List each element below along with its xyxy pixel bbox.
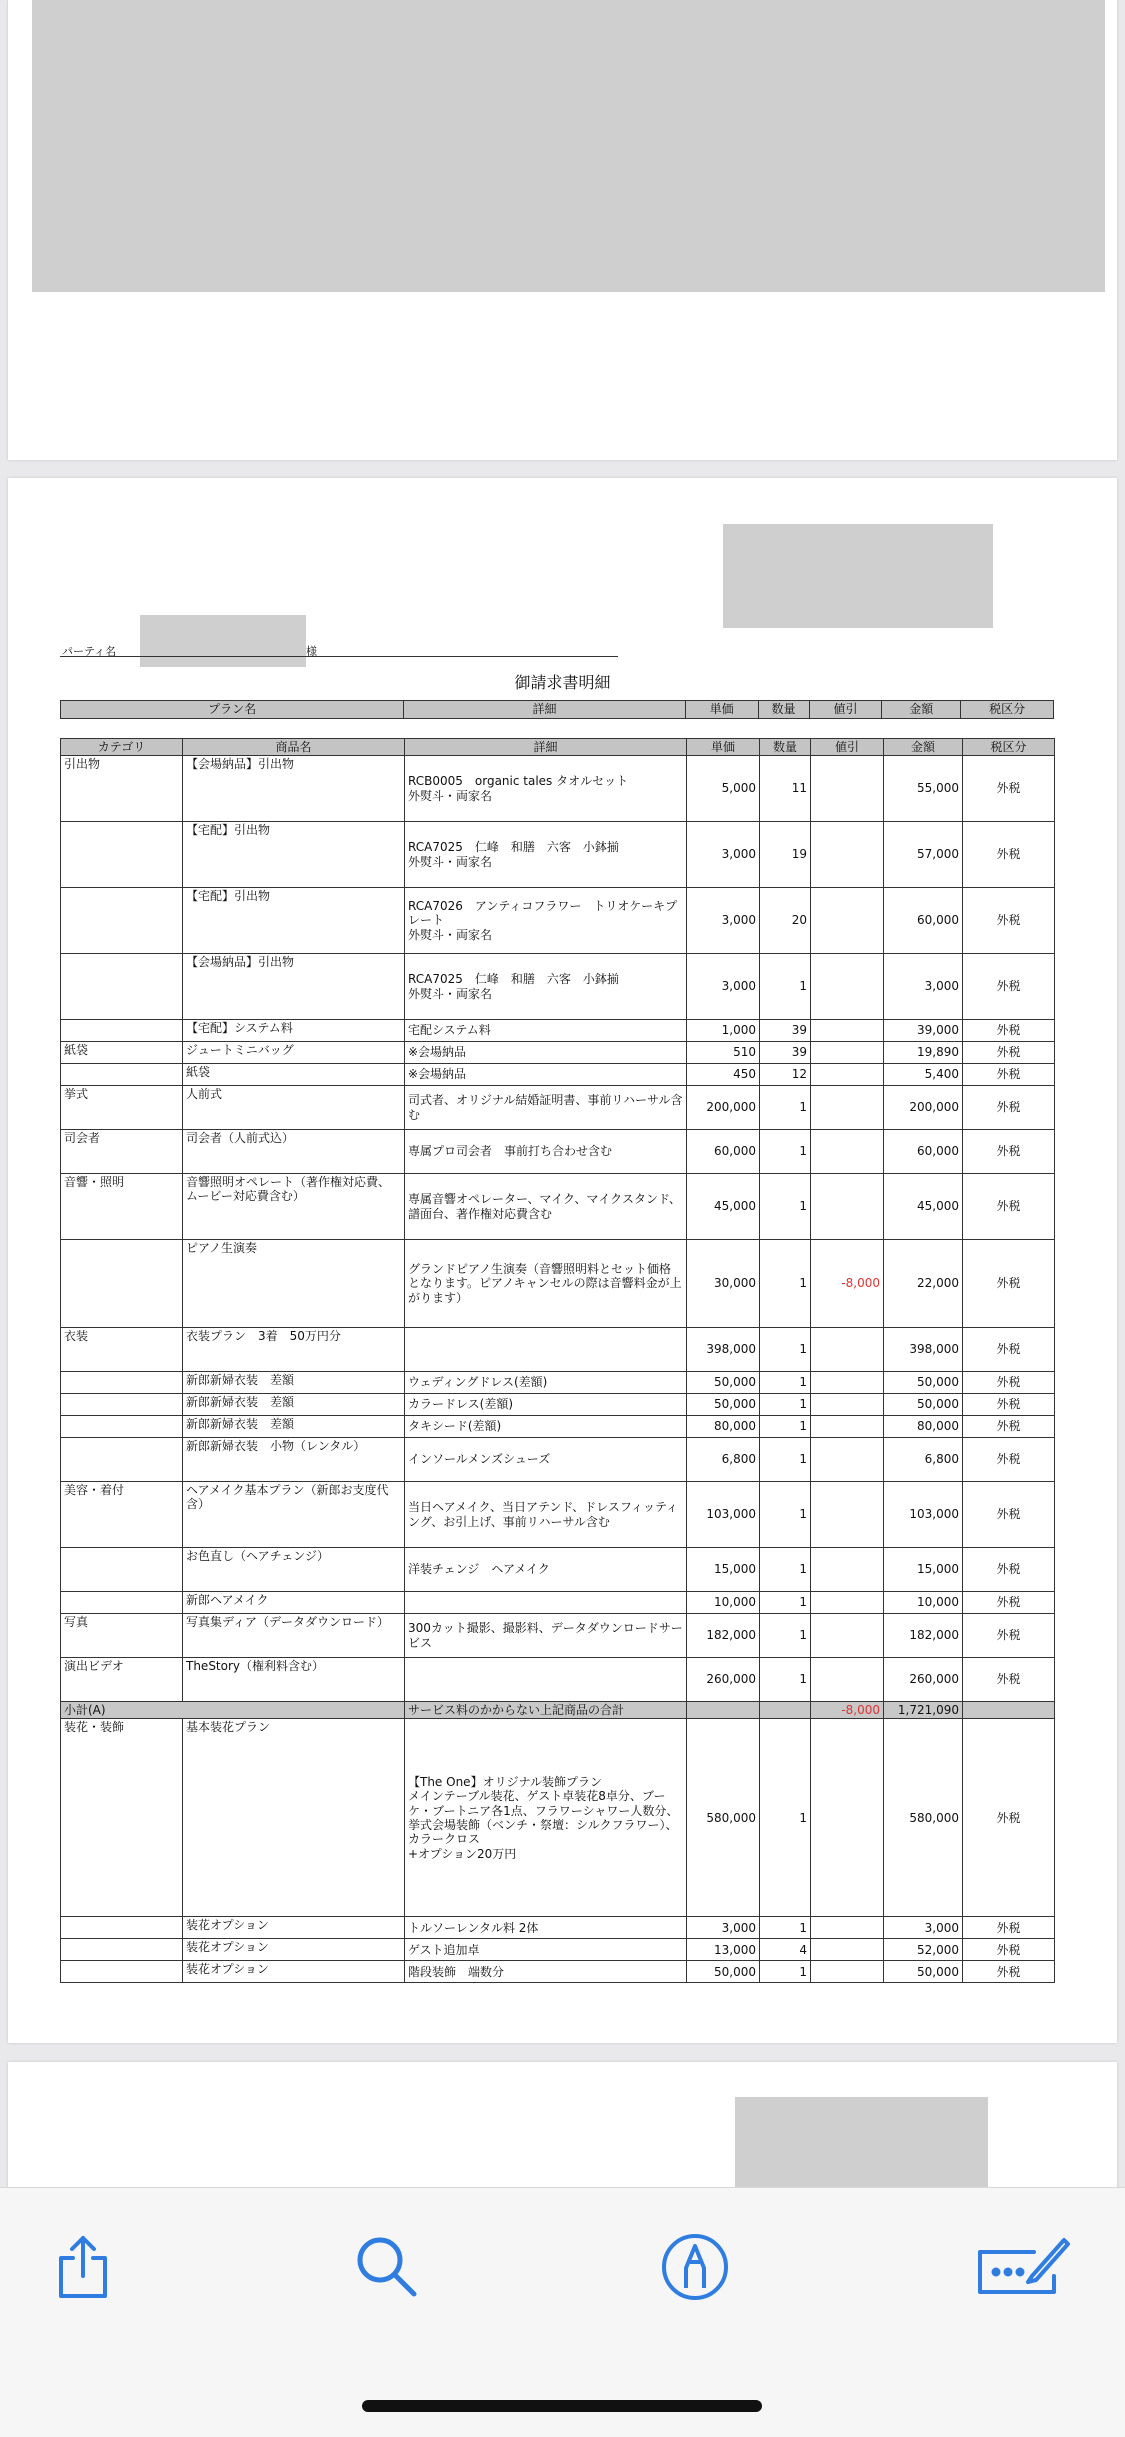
header-discount: 値引 [810,701,883,718]
item-cell: 人前式 [183,1086,405,1130]
category-cell [61,1961,183,1983]
detail-cell [405,1658,687,1702]
category-cell [61,1548,183,1592]
unit-price-cell: 50,000 [687,1372,760,1394]
tax-cell: 外税 [963,1961,1055,1983]
unit-price-cell: 450 [687,1064,760,1086]
subtotal-label: 小計(A) [61,1702,405,1719]
summary-header-row [60,700,1054,719]
category-cell [61,822,183,888]
unit-price-cell: 103,000 [687,1482,760,1548]
qty-cell: 1 [760,1917,811,1939]
amount-cell: 580,000 [884,1719,963,1917]
category-cell [61,1394,183,1416]
amount-cell: 60,000 [884,1130,963,1174]
col-amount: 金額 [884,739,963,756]
unit-price-cell: 398,000 [687,1328,760,1372]
table-row [61,1917,1055,1939]
qty-cell: 1 [760,1961,811,1983]
detail-cell: 専属音響オペレーター、マイク、マイクスタンド、譜面台、著作権対応費含む [405,1174,687,1240]
item-cell: 装花オプション [183,1961,405,1983]
qty-cell: 1 [760,1658,811,1702]
amount-cell: 200,000 [884,1086,963,1130]
tax-cell: 外税 [963,1917,1055,1939]
item-cell: 新郎新婦衣装 差額 [183,1416,405,1438]
unit-price-cell: 260,000 [687,1658,760,1702]
amount-cell: 39,000 [884,1020,963,1042]
table-row [61,1658,1055,1702]
amount-cell: 19,890 [884,1042,963,1064]
tax-cell: 外税 [963,822,1055,888]
table-row [61,1042,1055,1064]
category-cell [61,1416,183,1438]
category-cell: 紙袋 [61,1042,183,1064]
table-row [61,1328,1055,1372]
unit-price-cell: 15,000 [687,1548,760,1592]
amount-cell: 50,000 [884,1372,963,1394]
subtotal-discount: -8,000 [811,1702,884,1719]
item-cell: 新郎ヘアメイク [183,1592,405,1614]
amount-cell: 50,000 [884,1961,963,1983]
table-row [61,1416,1055,1438]
tax-cell: 外税 [963,1719,1055,1917]
header-plan: プラン名 [61,701,404,718]
header-tax: 税区分 [989,702,1026,716]
redacted-block-top [32,0,1105,292]
detail-cell: 洋装チェンジ ヘアメイク [405,1548,687,1592]
amount-cell: 50,000 [884,1394,963,1416]
item-cell: 装花オプション [183,1939,405,1961]
detail-cell: トルソーレンタル料 2体 [405,1917,687,1939]
search-icon [352,2232,422,2302]
share-button[interactable] [48,2232,118,2302]
share-icon [51,2232,115,2302]
item-cell: 【宅配】引出物 [183,888,405,954]
tax-cell: 外税 [963,954,1055,1020]
qty-cell: 19 [760,822,811,888]
item-cell: ジュートミニバッグ [183,1042,405,1064]
table-row [61,1394,1055,1416]
item-cell: 衣装プラン 3着 50万円分 [183,1328,405,1372]
category-cell: 挙式 [61,1086,183,1130]
category-cell: 写真 [61,1614,183,1658]
item-cell: ピアノ生演奏 [183,1240,405,1328]
tax-cell: 外税 [963,1939,1055,1961]
qty-cell: 11 [760,756,811,822]
discount-cell [811,1719,884,1917]
detail-cell: 300カット撮影、撮影料、データダウンロードサービス [405,1614,687,1658]
amount-cell: 52,000 [884,1939,963,1961]
item-cell: 司会者（人前式込） [183,1130,405,1174]
detail-cell [405,1328,687,1372]
subtotal-detail: サービス料のかからない上記商品の合計 [405,1702,687,1719]
col-detail: 詳細 [405,739,687,756]
detail-cell [405,1592,687,1614]
detail-cell: RCB0005 organic tales タオルセット 外熨斗・両家名 [405,756,687,822]
subtotal-unit-price [687,1702,760,1719]
party-name-suffix: 様 [306,645,317,658]
tax-cell: 外税 [963,1130,1055,1174]
col-item: 商品名 [183,739,405,756]
table-row [61,1939,1055,1961]
table-row [61,1548,1055,1592]
discount-cell [811,756,884,822]
qty-cell: 1 [760,1240,811,1328]
invoice-detail-table [60,738,1055,1983]
column-header-row [61,739,1055,756]
item-cell: 写真集ディア（データダウンロード） [183,1614,405,1658]
tax-cell: 外税 [963,1042,1055,1064]
tax-cell: 外税 [963,1592,1055,1614]
detail-cell: カラードレス(差額) [405,1394,687,1416]
detail-cell: ウェディングドレス(差額) [405,1372,687,1394]
qty-cell: 1 [760,1174,811,1240]
unit-price-cell: 10,000 [687,1592,760,1614]
amount-cell: 260,000 [884,1658,963,1702]
discount-cell [811,1614,884,1658]
tax-cell: 外税 [963,1482,1055,1548]
tax-cell: 外税 [963,756,1055,822]
discount-cell [811,1086,884,1130]
qty-cell: 1 [760,1719,811,1917]
tax-cell: 外税 [963,1416,1055,1438]
discount-cell [811,1438,884,1482]
amount-cell: 80,000 [884,1416,963,1438]
discount-cell [811,1042,884,1064]
table-row [61,1592,1055,1614]
qty-cell: 1 [760,1394,811,1416]
qty-cell: 1 [760,1438,811,1482]
discount-cell [811,1917,884,1939]
redacted-block-stamp [723,524,993,628]
unit-price-cell: 200,000 [687,1086,760,1130]
item-cell: ヘアメイク基本プラン（新郎お支度代含） [183,1482,405,1548]
qty-cell: 1 [760,1372,811,1394]
detail-cell: タキシード(差額) [405,1416,687,1438]
header-detail: 詳細 [404,701,685,718]
discount-cell [811,1482,884,1548]
item-cell: TheStory（権利料含む） [183,1658,405,1702]
tax-cell: 外税 [963,1614,1055,1658]
tax-cell: 外税 [963,1658,1055,1702]
item-cell: お色直し（ヘアチェンジ） [183,1548,405,1592]
table-row [61,1086,1055,1130]
unit-price-cell: 80,000 [687,1416,760,1438]
qty-cell: 20 [760,888,811,954]
category-cell [61,1917,183,1939]
item-cell: 新郎新婦衣装 小物（レンタル） [183,1438,405,1482]
qty-cell: 1 [760,1416,811,1438]
category-cell [61,888,183,954]
unit-price-cell: 580,000 [687,1719,760,1917]
party-name-label: パーティ名 [62,645,117,658]
subtotal-amount: 1,721,090 [884,1702,963,1719]
unit-price-cell: 3,000 [687,954,760,1020]
tax-cell: 外税 [963,1240,1055,1328]
table-row [61,1240,1055,1328]
unit-price-cell: 6,800 [687,1438,760,1482]
table-row [61,954,1055,1020]
qty-cell: 1 [760,1130,811,1174]
tax-cell: 外税 [963,1174,1055,1240]
discount-cell [811,1130,884,1174]
party-name-underline [60,656,618,657]
table-row [61,1614,1055,1658]
detail-cell: ※会場納品 [405,1064,687,1086]
amount-cell: 15,000 [884,1548,963,1592]
item-cell: 紙袋 [183,1064,405,1086]
item-cell: 新郎新婦衣装 差額 [183,1394,405,1416]
col-category: カテゴリ [61,739,183,756]
discount-cell [811,1592,884,1614]
item-cell: 【宅配】引出物 [183,822,405,888]
detail-cell: ※会場納品 [405,1042,687,1064]
detail-cell: RCA7026 アンティコフラワー トリオケーキプレート 外熨斗・両家名 [405,888,687,954]
discount-cell [811,1372,884,1394]
unit-price-cell: 1,000 [687,1020,760,1042]
category-cell [61,1020,183,1042]
discount-cell: -8,000 [811,1240,884,1328]
category-cell [61,1438,183,1482]
item-cell: 【会場納品】引出物 [183,756,405,822]
discount-cell [811,1939,884,1961]
discount-cell [811,1174,884,1240]
category-cell [61,1939,183,1961]
category-cell: 衣装 [61,1328,183,1372]
tax-cell: 外税 [963,1438,1055,1482]
subtotal-row [61,1702,1055,1719]
detail-cell: RCA7025 仁峰 和膳 六客 小鉢揃 外熨斗・両家名 [405,822,687,888]
unit-price-cell: 3,000 [687,888,760,954]
header-amount: 金額 [882,701,961,718]
markup-icon [660,2232,730,2302]
detail-cell: RCA7025 仁峰 和膳 六客 小鉢揃 外熨斗・両家名 [405,954,687,1020]
amount-cell: 182,000 [884,1614,963,1658]
category-cell [61,1064,183,1086]
amount-cell: 22,000 [884,1240,963,1328]
item-cell: 【会場納品】引出物 [183,954,405,1020]
qty-cell: 39 [760,1020,811,1042]
item-cell: 音響照明オペレート（著作権対応費、ムービー対応費含む） [183,1174,405,1240]
col-discount: 値引 [811,739,884,756]
search-button[interactable] [352,2232,422,2302]
detail-cell: インソールメンズシューズ [405,1438,687,1482]
keyboard-pen-icon [972,2232,1072,2302]
amount-cell: 55,000 [884,756,963,822]
amount-cell: 57,000 [884,822,963,888]
detail-cell: 【The One】オリジナル装飾プラン メインテーブル装花、ゲスト卓装花8卓分、ブーケ・ブートニア各1点、フラワーシャワー人数分、挙式会場装飾（ベンチ・祭壇：シルクフラワー）、カラークロス +オプション20万円 [405,1719,687,1917]
markup-button[interactable] [660,2232,730,2302]
item-cell: 基本装花プラン [183,1719,405,1917]
detail-cell: 当日ヘアメイク、当日アテンド、ドレスフィッティング、お引上げ、事前リハーサル含む [405,1482,687,1548]
qty-cell: 12 [760,1064,811,1086]
qty-cell: 1 [760,1592,811,1614]
tax-cell: 外税 [963,888,1055,954]
item-cell: 新郎新婦衣装 差額 [183,1372,405,1394]
table-row [61,1064,1055,1086]
qty-cell: 1 [760,1086,811,1130]
col-tax: 税区分 [963,739,1055,756]
category-cell: 演出ビデオ [61,1658,183,1702]
item-cell: 装花オプション [183,1917,405,1939]
unit-price-cell: 3,000 [687,1917,760,1939]
category-cell [61,1592,183,1614]
table-row [61,1174,1055,1240]
category-cell [61,954,183,1020]
edit-button[interactable] [972,2232,1072,2302]
table-row [61,1438,1055,1482]
discount-cell [811,954,884,1020]
amount-cell: 10,000 [884,1592,963,1614]
unit-price-cell: 5,000 [687,756,760,822]
table-row [61,1961,1055,1983]
amount-cell: 398,000 [884,1328,963,1372]
qty-cell: 4 [760,1939,811,1961]
header-qty: 数量 [759,701,810,718]
amount-cell: 3,000 [884,1917,963,1939]
qty-cell: 1 [760,1328,811,1372]
col-unit-price: 単価 [687,739,760,756]
tax-cell: 外税 [963,1394,1055,1416]
amount-cell: 60,000 [884,888,963,954]
discount-cell [811,1416,884,1438]
table-row [61,1719,1055,1917]
detail-cell: 専属プロ司会者 事前打ち合わせ含む [405,1130,687,1174]
home-indicator [362,2400,762,2412]
unit-price-cell: 182,000 [687,1614,760,1658]
detail-cell: グランドピアノ生演奏（音響照明料とセット価格となります。ピアノキャンセルの際は音響料金が上がります） [405,1240,687,1328]
tax-cell: 外税 [963,1548,1055,1592]
discount-cell [811,1064,884,1086]
table-row [61,1020,1055,1042]
unit-price-cell: 60,000 [687,1130,760,1174]
category-cell: 音響・照明 [61,1174,183,1240]
unit-price-cell: 13,000 [687,1939,760,1961]
category-cell: 装花・装飾 [61,1719,183,1917]
redacted-party-name [140,615,306,667]
amount-cell: 103,000 [884,1482,963,1548]
table-row [61,1130,1055,1174]
category-cell [61,1372,183,1394]
col-qty: 数量 [760,739,811,756]
tax-cell: 外税 [963,1372,1055,1394]
discount-cell [811,1548,884,1592]
category-cell [61,1240,183,1328]
discount-cell [811,822,884,888]
detail-cell: ゲスト追加卓 [405,1939,687,1961]
tax-cell: 外税 [963,1328,1055,1372]
discount-cell [811,1961,884,1983]
table-row [61,1372,1055,1394]
qty-cell: 39 [760,1042,811,1064]
table-row [61,822,1055,888]
detail-cell: 階段装飾 端数分 [405,1961,687,1983]
discount-cell [811,1658,884,1702]
unit-price-cell: 50,000 [687,1961,760,1983]
table-row [61,1482,1055,1548]
qty-cell: 1 [760,1614,811,1658]
tax-cell: 外税 [963,1020,1055,1042]
amount-cell: 6,800 [884,1438,963,1482]
header-unit-price: 単価 [686,701,759,718]
document-title: 御請求書明細 [514,673,611,692]
subtotal-qty [760,1702,811,1719]
category-cell: 美容・着付 [61,1482,183,1548]
unit-price-cell: 3,000 [687,822,760,888]
discount-cell [811,888,884,954]
unit-price-cell: 30,000 [687,1240,760,1328]
unit-price-cell: 50,000 [687,1394,760,1416]
amount-cell: 5,400 [884,1064,963,1086]
amount-cell: 45,000 [884,1174,963,1240]
category-cell: 司会者 [61,1130,183,1174]
category-cell: 引出物 [61,756,183,822]
qty-cell: 1 [760,954,811,1020]
qty-cell: 1 [760,1482,811,1548]
table-row [61,756,1055,822]
discount-cell [811,1394,884,1416]
discount-cell [811,1020,884,1042]
tax-cell: 外税 [963,1086,1055,1130]
detail-cell: 司式者、オリジナル結婚証明書、事前リハーサル含む [405,1086,687,1130]
table-row [61,888,1055,954]
qty-cell: 1 [760,1548,811,1592]
discount-cell [811,1328,884,1372]
detail-cell: 宅配システム料 [405,1020,687,1042]
tax-cell: 外税 [963,1064,1055,1086]
unit-price-cell: 45,000 [687,1174,760,1240]
unit-price-cell: 510 [687,1042,760,1064]
amount-cell: 3,000 [884,954,963,1020]
item-cell: 【宅配】システム料 [183,1020,405,1042]
subtotal-tax [963,1702,1055,1719]
